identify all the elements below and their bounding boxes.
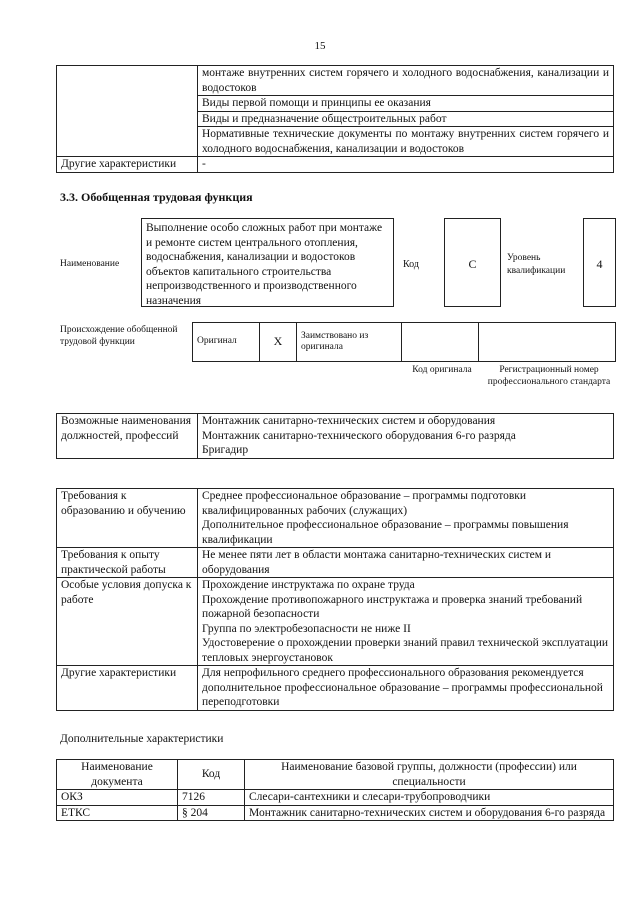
- header-cell: Наименование документа: [57, 760, 178, 790]
- function-name-box: Выполнение особо сложных работ при монтаже и ремонте систем центрального отопления, водоснабжения, канализации и водостоков объектов капитального строительства непроизводственного и производственного назначения: [141, 218, 394, 307]
- requirement-values: [198, 666, 614, 711]
- table-row: [57, 805, 614, 821]
- original-label: Оригинал: [193, 323, 260, 362]
- registration-number-cell: [479, 323, 616, 362]
- requirement-line: Прохождение инструктажа по охране труда: [202, 579, 415, 591]
- page-number: 15: [314, 40, 326, 52]
- code-original-caption: Код оригинала: [412, 365, 472, 375]
- additional-characteristics-title: Дополнительные характеристики: [60, 733, 224, 745]
- origin-label: [60, 325, 180, 348]
- requirement-label: Требования к опыту практической работы: [57, 548, 198, 578]
- table-cell: -: [198, 157, 614, 173]
- table-row: [57, 666, 614, 711]
- section-heading: 3.3. Обобщенная трудовая функция: [60, 190, 253, 204]
- original-mark: X: [260, 323, 297, 362]
- table-cell: Виды первой помощи и принципы ее оказания: [198, 96, 614, 112]
- requirement-label: Другие характеристики: [57, 666, 198, 711]
- table-cell: ЕТКС: [57, 805, 178, 821]
- header-cell: Наименование базовой группы, должности (профессии) или специальности: [245, 760, 614, 790]
- table-row: [193, 323, 616, 362]
- positions-values: [198, 414, 614, 459]
- positions-label: Возможные наименования должностей, профессий: [57, 414, 198, 459]
- table-row: [57, 414, 614, 459]
- table-row: [57, 489, 614, 548]
- table-cell: монтаже внутренних систем горячего и холодного водоснабжения, канализации и водостоков: [198, 66, 614, 96]
- table-cell: § 204: [178, 805, 245, 821]
- positions-table: [56, 413, 614, 459]
- requirement-label: Требования к образованию и обучению: [57, 489, 198, 548]
- position-item: Монтажник санитарно-технического оборудования 6-го разряда: [202, 429, 516, 442]
- code-value-box: C: [444, 218, 501, 307]
- position-item: Монтажник санитарно-технических систем и оборудования: [202, 415, 496, 427]
- original-code-cell: [402, 323, 479, 362]
- table-row: [57, 157, 614, 173]
- requirement-values: [198, 548, 614, 578]
- registration-number-caption: Регистрационный номер профессионального стандарта: [487, 365, 611, 387]
- name-label: Наименование: [60, 259, 120, 269]
- requirement-line: Дополнительное профессиональное образование – программы повышения квалификации: [202, 519, 569, 546]
- position-item: Бригадир: [202, 444, 249, 456]
- table-cell: Нормативные технические документы по монтажу внутренних систем горячего и холодного водоснабжения, канализации и водостоков: [198, 127, 614, 157]
- table-row: [57, 548, 614, 578]
- requirement-line: Группа по электробезопасности не ниже II: [202, 622, 411, 635]
- qualification-level-label: [507, 252, 571, 278]
- code-label: Код: [403, 259, 419, 270]
- table-cell: Слесари-сантехники и слесари-трубопроводчики: [245, 790, 614, 806]
- requirement-values: [198, 489, 614, 548]
- requirement-values: [198, 578, 614, 666]
- table-header-row: [57, 760, 614, 790]
- row-label: Другие характеристики: [57, 157, 198, 173]
- table-cell: Монтажник санитарно-технических систем и оборудования 6-го разряда: [245, 805, 614, 821]
- requirement-label: Особые условия допуска к работе: [57, 578, 198, 666]
- table-cell: 7126: [178, 790, 245, 806]
- requirement-line: Не менее пяти лет в области монтажа санитарно-технических систем и оборудования: [202, 549, 552, 576]
- additional-characteristics-table: [56, 759, 614, 821]
- table-row: [57, 578, 614, 666]
- requirements-table: [56, 488, 614, 711]
- qualification-level-label-text: Уровень квалификации: [507, 253, 566, 276]
- requirement-line: Удостоверение о прохождении проверки знаний правил технической эксплуатации тепловых энергоустановок: [202, 637, 609, 664]
- requirement-line: Среднее профессиональное образование – программы подготовки квалифицированных рабочих (служащих): [202, 490, 527, 517]
- origin-label-text: Происхождение обобщенной трудовой функции: [60, 325, 178, 347]
- requirement-line: Прохождение противопожарного инструктажа и проверка знаний требований пожарной безопасности: [202, 593, 583, 620]
- table-cell: ОКЗ: [57, 790, 178, 806]
- origin-table: [192, 322, 616, 362]
- borrowed-label: Заимствовано из оригинала: [297, 323, 402, 362]
- table-cell-empty: [57, 66, 198, 157]
- top-continuation-table: [56, 65, 614, 173]
- header-cell: Код: [178, 760, 245, 790]
- table-row: [57, 66, 614, 96]
- table-row: [57, 790, 614, 806]
- table-cell: Виды и предназначение общестроительных работ: [198, 111, 614, 127]
- qualification-level-box: 4: [583, 218, 616, 307]
- requirement-line: Для непрофильного среднего профессионального образования рекомендуется дополнительное профессиональное образование – программы профессиональной переподготовки: [202, 667, 603, 708]
